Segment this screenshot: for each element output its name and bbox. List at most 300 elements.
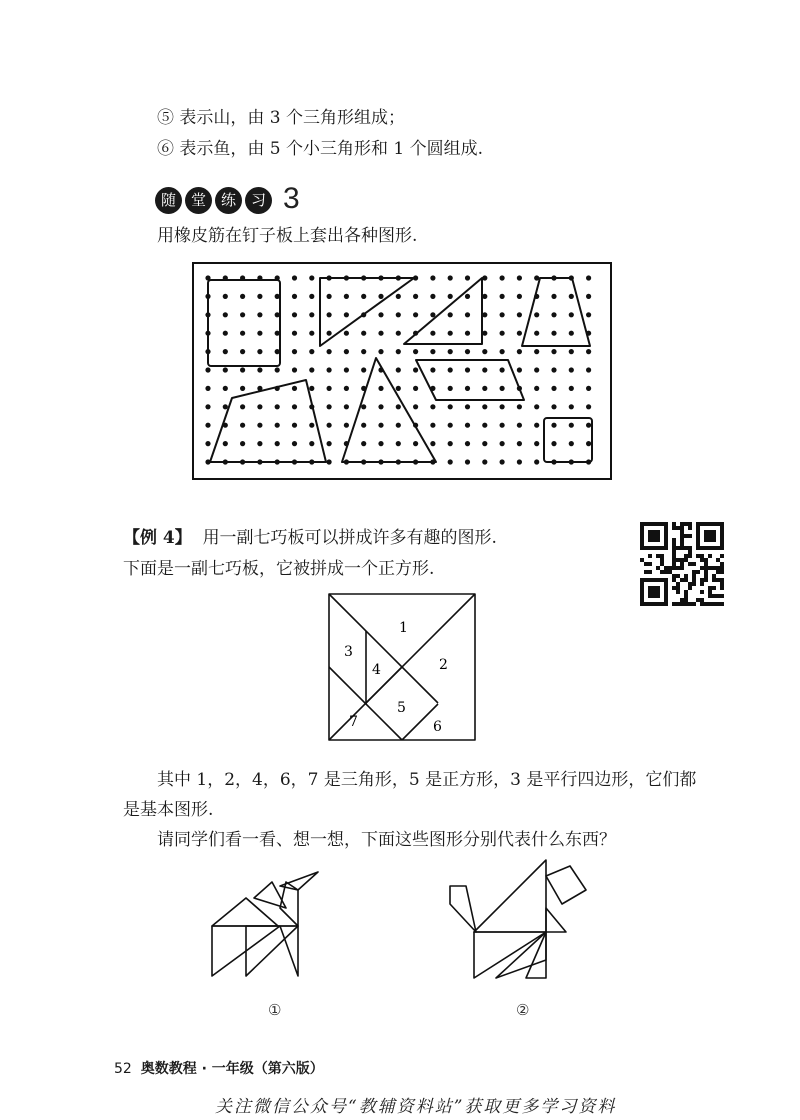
peg-dot <box>586 294 591 299</box>
peg-dot <box>361 404 366 409</box>
peg-dot <box>396 441 401 446</box>
qr-module <box>668 570 672 574</box>
band-right-triangle <box>320 278 414 346</box>
peg-dot <box>344 386 349 391</box>
qr-module <box>720 538 724 542</box>
qr-module <box>688 522 692 526</box>
qr-module <box>664 598 668 602</box>
peg-dot <box>257 404 262 409</box>
qr-module <box>716 558 720 562</box>
peg-dot <box>551 404 556 409</box>
qr-module <box>676 602 680 606</box>
qr-module <box>700 554 704 558</box>
practice-number: 3 <box>283 182 300 215</box>
qr-module <box>696 534 700 538</box>
qr-module <box>656 522 660 526</box>
peg-dot <box>223 367 228 372</box>
peg-dot <box>396 331 401 336</box>
peg-dot <box>327 423 332 428</box>
qr-module <box>720 526 724 530</box>
qr-module <box>720 546 724 550</box>
fig1-piece <box>246 926 298 976</box>
qr-module <box>656 586 660 590</box>
peg-dot <box>344 294 349 299</box>
peg-dot <box>534 404 539 409</box>
qr-module <box>640 526 644 530</box>
qr-module <box>680 562 684 566</box>
peg-dot <box>500 386 505 391</box>
band-small-square <box>544 418 592 462</box>
peg-dot <box>569 423 574 428</box>
qr-module <box>648 522 652 526</box>
qr-module <box>692 582 696 586</box>
band-quadrilateral <box>210 380 326 462</box>
qr-module <box>704 602 708 606</box>
peg-dot <box>534 459 539 464</box>
peg-dot <box>240 312 245 317</box>
qr-module <box>664 546 668 550</box>
qr-module <box>704 538 708 542</box>
book-title: 奥数教程 · 一年级（第六版） <box>140 1061 324 1077</box>
qr-module <box>680 598 684 602</box>
peg-dot <box>292 349 297 354</box>
peg-dot <box>448 275 453 280</box>
qr-module <box>688 534 692 538</box>
peg-dot <box>240 386 245 391</box>
qr-module <box>640 582 644 586</box>
peg-dot <box>465 386 470 391</box>
peg-dot <box>292 275 297 280</box>
peg-dot <box>569 294 574 299</box>
qr-module <box>656 594 660 598</box>
qr-module <box>672 574 676 578</box>
qr-module <box>672 542 676 546</box>
practice-badge: 堂 <box>185 187 212 214</box>
peg-dot <box>569 441 574 446</box>
piece-label-4: 4 <box>372 662 381 678</box>
peg-dot <box>465 404 470 409</box>
qr-module <box>720 586 724 590</box>
qr-module <box>712 574 716 578</box>
qr-module <box>680 566 684 570</box>
peg-dot <box>292 367 297 372</box>
peg-dot <box>500 312 505 317</box>
qr-module <box>644 562 648 566</box>
peg-dot <box>223 312 228 317</box>
qr-module <box>696 542 700 546</box>
peg-dot <box>448 312 453 317</box>
qr-module <box>656 602 660 606</box>
peg-dot <box>500 349 505 354</box>
peg-dot <box>275 441 280 446</box>
piece-label-5: 5 <box>397 700 406 716</box>
qr-module <box>700 590 704 594</box>
peg-dot <box>500 404 505 409</box>
peg-dot <box>309 349 314 354</box>
peg-dot <box>482 459 487 464</box>
qr-module <box>640 530 644 534</box>
peg-dot <box>430 423 435 428</box>
peg-dot <box>448 294 453 299</box>
qr-module <box>716 522 720 526</box>
peg-dot <box>378 423 383 428</box>
qr-module <box>700 566 704 570</box>
fig2-piece <box>474 860 546 932</box>
peg-dot <box>309 294 314 299</box>
qr-module <box>644 578 648 582</box>
peg-dot <box>378 441 383 446</box>
qr-module <box>664 566 668 570</box>
peg-dot <box>569 312 574 317</box>
peg-dot <box>534 349 539 354</box>
qr-module <box>720 570 724 574</box>
peg-dot <box>378 294 383 299</box>
peg-dot <box>413 386 418 391</box>
peg-dot <box>586 312 591 317</box>
qr-module <box>652 522 656 526</box>
qr-module <box>708 546 712 550</box>
peg-dot <box>465 367 470 372</box>
peg-dot <box>551 312 556 317</box>
qr-module <box>652 538 656 542</box>
peg-dot <box>378 331 383 336</box>
qr-module <box>640 590 644 594</box>
example-text-1: 用一副七巧板可以拼成许多有趣的图形. <box>202 528 497 548</box>
page-number: 52 <box>114 1061 132 1077</box>
peg-dot <box>257 423 262 428</box>
piece-label-7: 7 <box>349 714 358 730</box>
peg-dot <box>551 423 556 428</box>
fig2-piece <box>546 908 566 932</box>
peg-dot <box>482 349 487 354</box>
peg-dot <box>396 367 401 372</box>
qr-module <box>704 546 708 550</box>
qr-module <box>720 522 724 526</box>
qr-module <box>660 578 664 582</box>
qr-module <box>672 522 676 526</box>
qr-module <box>680 546 684 550</box>
qr-module <box>680 534 684 538</box>
peg-dot <box>327 331 332 336</box>
geoboard-figure <box>192 262 612 480</box>
peg-dot <box>292 423 297 428</box>
peg-dot <box>309 331 314 336</box>
qr-module <box>688 546 692 550</box>
qr-module <box>680 530 684 534</box>
qr-module <box>716 578 720 582</box>
peg-dot <box>378 386 383 391</box>
peg-dot <box>396 423 401 428</box>
qr-module <box>696 526 700 530</box>
peg-dot <box>517 275 522 280</box>
qr-module <box>680 578 684 582</box>
peg-dot <box>344 423 349 428</box>
qr-module <box>704 574 708 578</box>
peg-dot <box>569 349 574 354</box>
peg-dot <box>448 441 453 446</box>
peg-dot <box>344 367 349 372</box>
qr-module <box>660 570 664 574</box>
peg-dot <box>586 423 591 428</box>
qr-module <box>664 542 668 546</box>
qr-module <box>648 546 652 550</box>
qr-module <box>720 562 724 566</box>
qr-module <box>716 570 720 574</box>
qr-module <box>648 530 652 534</box>
peg-dot <box>500 275 505 280</box>
piece-label-1: 1 <box>399 620 408 636</box>
fig2-piece <box>496 932 546 978</box>
qr-module <box>672 550 676 554</box>
peg-dot <box>500 459 505 464</box>
qr-module <box>660 562 664 566</box>
qr-module <box>716 594 720 598</box>
qr-module <box>688 582 692 586</box>
qr-module <box>688 586 692 590</box>
qr-module <box>676 590 680 594</box>
peg-dot <box>534 441 539 446</box>
peg-dot <box>292 312 297 317</box>
peg-dot <box>396 349 401 354</box>
peg-dot <box>448 404 453 409</box>
peg-dot <box>344 404 349 409</box>
qr-module <box>700 582 704 586</box>
peg-dot <box>361 294 366 299</box>
peg-dot <box>327 294 332 299</box>
qr-module <box>664 578 668 582</box>
peg-dot <box>309 423 314 428</box>
figure-1-caption: ① <box>268 1001 282 1019</box>
peg-dot <box>361 423 366 428</box>
peg-dot <box>223 404 228 409</box>
qr-module <box>672 546 676 550</box>
qr-module <box>640 538 644 542</box>
peg-dot <box>292 294 297 299</box>
paragraph-2: 请同学们看一看、想一想，下面这些图形分别代表什么东西？ <box>157 830 616 850</box>
qr-module <box>680 602 684 606</box>
peg-dot <box>430 367 435 372</box>
peg-dot <box>551 294 556 299</box>
qr-module <box>660 522 664 526</box>
qr-module <box>664 594 668 598</box>
peg-dot <box>482 386 487 391</box>
peg-dot <box>292 404 297 409</box>
peg-dot <box>517 423 522 428</box>
peg-dot <box>448 331 453 336</box>
qr-module <box>704 534 708 538</box>
qr-module <box>680 526 684 530</box>
qr-module <box>660 546 664 550</box>
qr-module <box>704 570 708 574</box>
qr-module <box>712 522 716 526</box>
peg-dot <box>292 441 297 446</box>
peg-dot <box>413 404 418 409</box>
peg-dot <box>292 386 297 391</box>
peg-dot <box>309 275 314 280</box>
qr-module <box>644 602 648 606</box>
qr-module <box>684 546 688 550</box>
peg-dot <box>396 404 401 409</box>
peg-dot <box>465 275 470 280</box>
qr-module <box>684 590 688 594</box>
peg-dot <box>223 386 228 391</box>
qr-module <box>640 522 644 526</box>
qr-modules <box>640 522 724 606</box>
qr-module <box>664 526 668 530</box>
qr-module <box>708 566 712 570</box>
qr-module <box>704 522 708 526</box>
qr-module <box>676 574 680 578</box>
practice-badge: 练 <box>215 187 242 214</box>
qr-module <box>684 554 688 558</box>
peg-dot <box>309 367 314 372</box>
qr-module <box>696 554 700 558</box>
peg-dot <box>448 367 453 372</box>
qr-module <box>656 590 660 594</box>
qr-module <box>704 562 708 566</box>
qr-module <box>648 538 652 542</box>
qr-module <box>688 602 692 606</box>
qr-module <box>700 602 704 606</box>
qr-module <box>688 550 692 554</box>
peg-dot <box>240 349 245 354</box>
qr-module <box>700 522 704 526</box>
peg-dot <box>500 331 505 336</box>
qr-module <box>684 574 688 578</box>
practice-instruction: 用橡皮筋在钉子板上套出各种图形. <box>157 226 418 246</box>
qr-module <box>716 602 720 606</box>
qr-module <box>684 598 688 602</box>
qr-module <box>720 578 724 582</box>
peg-dot <box>327 404 332 409</box>
practice-header <box>155 182 300 216</box>
peg-dot <box>430 275 435 280</box>
qr-module <box>692 570 696 574</box>
qr-module <box>672 586 676 590</box>
peg-dot <box>448 349 453 354</box>
peg-dot <box>378 349 383 354</box>
peg-dot <box>205 441 210 446</box>
qr-module <box>640 558 644 562</box>
qr-module <box>684 558 688 562</box>
peg-dot <box>569 386 574 391</box>
qr-module <box>660 558 664 562</box>
qr-module <box>664 538 668 542</box>
peg-dot <box>396 294 401 299</box>
peg-dot <box>569 331 574 336</box>
qr-module <box>684 522 688 526</box>
peg-dot <box>257 312 262 317</box>
qr-module <box>680 558 684 562</box>
qr-module <box>684 578 688 582</box>
qr-module <box>656 554 660 558</box>
qr-module <box>668 566 672 570</box>
peg-dot <box>430 331 435 336</box>
qr-module <box>688 554 692 558</box>
peg-dot <box>240 367 245 372</box>
qr-module <box>720 594 724 598</box>
peg-dot <box>517 331 522 336</box>
qr-module <box>672 558 676 562</box>
peg-dot <box>327 349 332 354</box>
peg-dot <box>413 349 418 354</box>
peg-dot <box>534 386 539 391</box>
piece-label-2: 2 <box>439 657 448 673</box>
qr-module <box>672 578 676 582</box>
qr-module <box>664 522 668 526</box>
qr-module <box>672 602 676 606</box>
peg-dot <box>344 349 349 354</box>
qr-module <box>652 590 656 594</box>
peg-dot <box>465 349 470 354</box>
qr-module <box>696 598 700 602</box>
qr-module <box>664 570 668 574</box>
peg-dot <box>327 441 332 446</box>
peg-dot <box>448 459 453 464</box>
fig2-piece <box>546 866 586 904</box>
qr-module <box>640 546 644 550</box>
practice-badge: 随 <box>155 187 182 214</box>
qr-module <box>664 586 668 590</box>
qr-module <box>652 594 656 598</box>
qr-module <box>684 602 688 606</box>
qr-module <box>660 602 664 606</box>
piece-label-6: 6 <box>433 719 442 735</box>
qr-module <box>708 554 712 558</box>
qr-module <box>640 598 644 602</box>
qr-module <box>656 566 660 570</box>
qr-module <box>708 602 712 606</box>
qr-module <box>708 594 712 598</box>
peg-dot <box>534 423 539 428</box>
qr-module <box>648 590 652 594</box>
peg-dot <box>517 459 522 464</box>
peg-dot <box>275 367 280 372</box>
tangram-square-figure <box>326 592 478 742</box>
qr-module <box>688 526 692 530</box>
peg-dot <box>344 312 349 317</box>
band-parallelogram <box>416 360 524 400</box>
peg-dot <box>257 367 262 372</box>
peg-dot <box>378 312 383 317</box>
qr-module <box>712 530 716 534</box>
qr-module <box>648 554 652 558</box>
peg-dot <box>378 404 383 409</box>
peg-dot <box>327 367 332 372</box>
band-triangle-small <box>404 278 482 344</box>
qr-module <box>712 538 716 542</box>
peg-dot <box>257 294 262 299</box>
peg-dot <box>586 367 591 372</box>
peg-dot <box>396 312 401 317</box>
figure-2-caption: ② <box>516 1001 530 1019</box>
peg-dot <box>517 404 522 409</box>
peg-dot <box>240 331 245 336</box>
peg-dot <box>223 331 228 336</box>
peg-dot <box>309 386 314 391</box>
qr-module <box>692 602 696 606</box>
item-5: ⑤ 表示山，由 3 个三角形组成； <box>157 108 406 128</box>
peg-dot <box>413 441 418 446</box>
tangram-line <box>365 667 402 704</box>
peg-dot <box>361 367 366 372</box>
peg-dot <box>465 423 470 428</box>
peg-dot <box>344 331 349 336</box>
qr-module <box>696 546 700 550</box>
qr-module <box>676 586 680 590</box>
peg-dot <box>309 441 314 446</box>
qr-module <box>652 530 656 534</box>
